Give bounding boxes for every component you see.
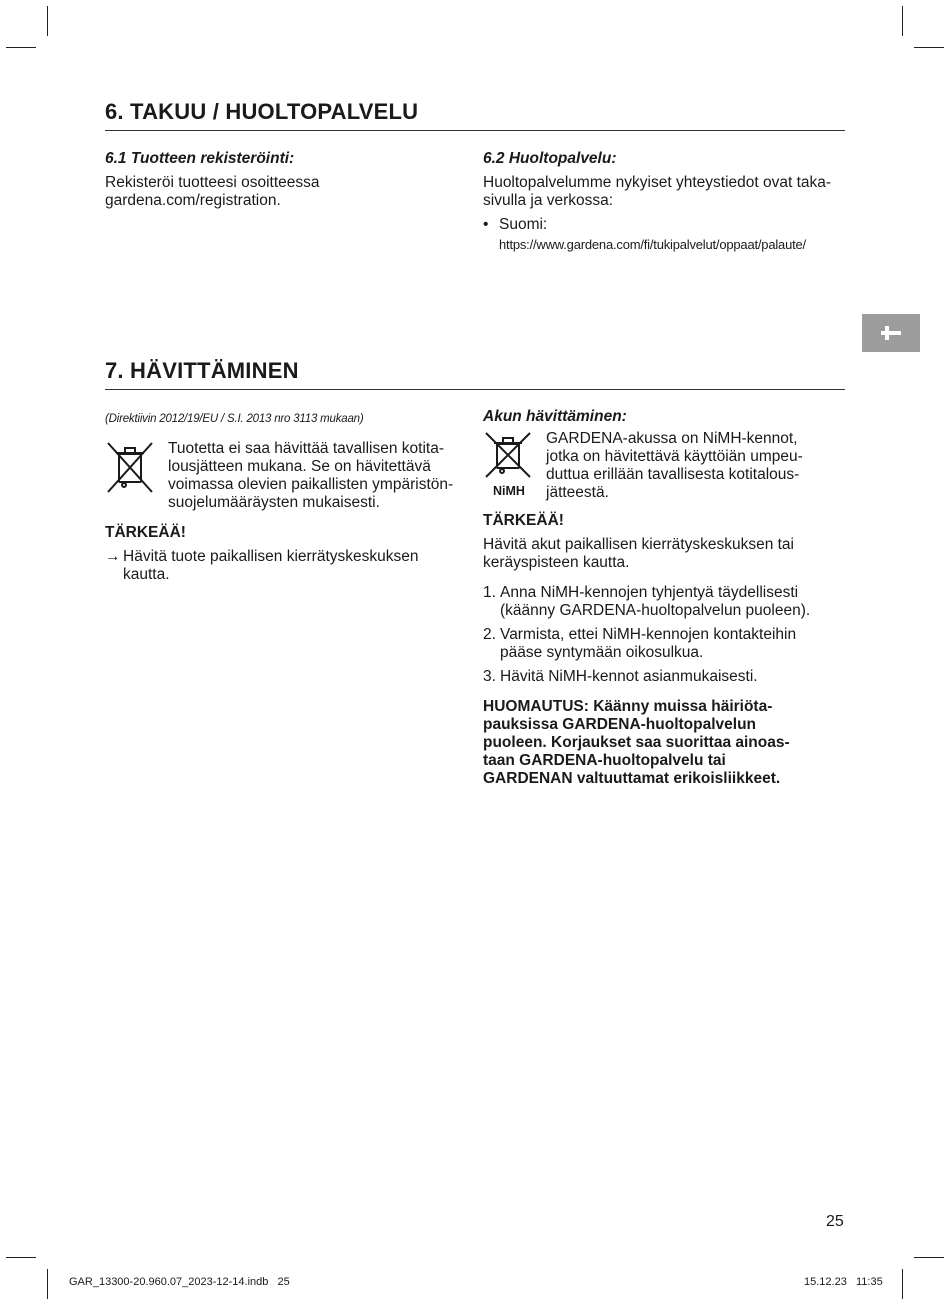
step-text: Anna NiMH-kennojen tyhjentyä täydellisesti bbox=[500, 584, 799, 601]
list-item bbox=[483, 584, 843, 620]
section-title-warranty: 6. TAKUU / HUOLTOPALVELU bbox=[105, 99, 845, 131]
arrow-right-icon: → bbox=[105, 548, 121, 565]
product-action bbox=[105, 548, 465, 584]
footer-file: GAR_13300-20.960.07_2023-12-14.indb 25 bbox=[69, 1276, 290, 1288]
important-label: TÄRKEÄÄ! bbox=[105, 524, 186, 541]
step-number: 3. bbox=[483, 668, 496, 685]
step-text: pääse syntymään oikosulkua. bbox=[500, 644, 704, 661]
crop-mark bbox=[914, 47, 944, 48]
service-heading: 6.2 Huoltopalvelu: bbox=[483, 150, 617, 167]
battery-text-line: jotka on hävitettävä käyttöiän umpeu- bbox=[546, 448, 803, 465]
step-text: Hävitä NiMH-kennot asianmukaisesti. bbox=[500, 668, 758, 685]
crossed-bin-icon bbox=[483, 430, 535, 500]
crop-mark bbox=[47, 6, 48, 36]
section-title-disposal: 7. HÄVITTÄMINEN bbox=[105, 358, 845, 390]
crossed-bin-icon bbox=[105, 440, 157, 495]
registration-block bbox=[105, 150, 465, 210]
crop-mark bbox=[902, 1269, 903, 1299]
registration-text-line: Rekisteröi tuotteesi osoitteessa bbox=[105, 174, 320, 191]
notice-line: taan GARDENA-huoltopalvelu tai bbox=[483, 752, 726, 769]
battery-text-line: GARDENA-akussa on NiMH-kennot, bbox=[546, 430, 798, 447]
notice-line: HUOMAUTUS: Käänny muissa häiriöta- bbox=[483, 698, 773, 715]
language-tab bbox=[862, 314, 920, 352]
step-number: 2. bbox=[483, 626, 496, 643]
product-disposal-block bbox=[105, 410, 465, 584]
battery-action-line: keräyspisteen kautta. bbox=[483, 554, 630, 571]
notice-line: pauksissa GARDENA-huoltopalvelun bbox=[483, 716, 757, 733]
battery-disposal-block bbox=[483, 408, 843, 788]
crop-mark bbox=[47, 1269, 48, 1299]
registration-text-line: gardena.com/registration. bbox=[105, 192, 281, 209]
battery-bin-row bbox=[483, 430, 843, 502]
service-url[interactable]: https://www.gardena.com/fi/tukipalvelut/oppaat/palaute/ bbox=[499, 237, 806, 252]
crop-mark bbox=[902, 6, 903, 36]
footer-datetime: 15.12.23 11:35 bbox=[804, 1276, 883, 1288]
battery-action-line: Hävitä akut paikallisen kierrätyskeskuksen tai bbox=[483, 536, 794, 553]
service-bullet bbox=[483, 216, 853, 254]
crop-mark bbox=[6, 1257, 36, 1258]
crop-mark bbox=[914, 1257, 944, 1258]
product-action-line: kautta. bbox=[123, 566, 170, 583]
directive-note: (Direktiivin 2012/19/EU / S.I. 2013 nro 3113 mukaan) bbox=[105, 413, 364, 425]
notice-line: puoleen. Korjaukset saa suorittaa ainoas- bbox=[483, 734, 790, 751]
service-text-line: sivulla ja verkossa: bbox=[483, 192, 614, 209]
product-disposal-line: voimassa olevien paikallisten ympäristön- bbox=[168, 476, 454, 493]
battery-heading: Akun hävittäminen: bbox=[483, 408, 627, 425]
service-country: Suomi: bbox=[499, 216, 548, 233]
important-label: TÄRKEÄÄ! bbox=[483, 512, 564, 529]
nimh-label: NiMH bbox=[493, 484, 525, 498]
service-text-line: Huoltopalvelumme nykyiset yhteystiedot ovat taka- bbox=[483, 174, 832, 191]
crop-mark bbox=[6, 47, 36, 48]
page-number: 25 bbox=[826, 1213, 844, 1230]
product-bin-row bbox=[105, 440, 465, 512]
list-item bbox=[483, 626, 843, 662]
bullet-dot: • bbox=[483, 216, 489, 233]
product-action-line: Hävitä tuote paikallisen kierrätyskeskuksen bbox=[123, 548, 419, 565]
product-disposal-line: suojelumääräysten mukaisesti. bbox=[168, 494, 380, 511]
notice-line: GARDENAN valtuuttamat erikoisliikkeet. bbox=[483, 770, 781, 787]
registration-heading: 6.1 Tuotteen rekisteröinti: bbox=[105, 150, 295, 167]
list-item bbox=[483, 668, 843, 686]
step-text: (käänny GARDENA-huoltopalvelun puoleen). bbox=[500, 602, 811, 619]
battery-text-line: duttua erillään tavallisesta kotitalous- bbox=[546, 466, 800, 483]
product-disposal-line: Tuotetta ei saa hävittää tavallisen kotita- bbox=[168, 440, 444, 457]
step-text: Varmista, ettei NiMH-kennojen kontakteihin bbox=[500, 626, 797, 643]
service-notice bbox=[483, 698, 843, 788]
battery-text-line: jätteestä. bbox=[546, 484, 609, 501]
finnish-flag-icon bbox=[881, 326, 901, 340]
step-number: 1. bbox=[483, 584, 496, 601]
service-block bbox=[483, 150, 853, 254]
product-disposal-line: lousjätteen mukana. Se on hävitettävä bbox=[168, 458, 431, 475]
